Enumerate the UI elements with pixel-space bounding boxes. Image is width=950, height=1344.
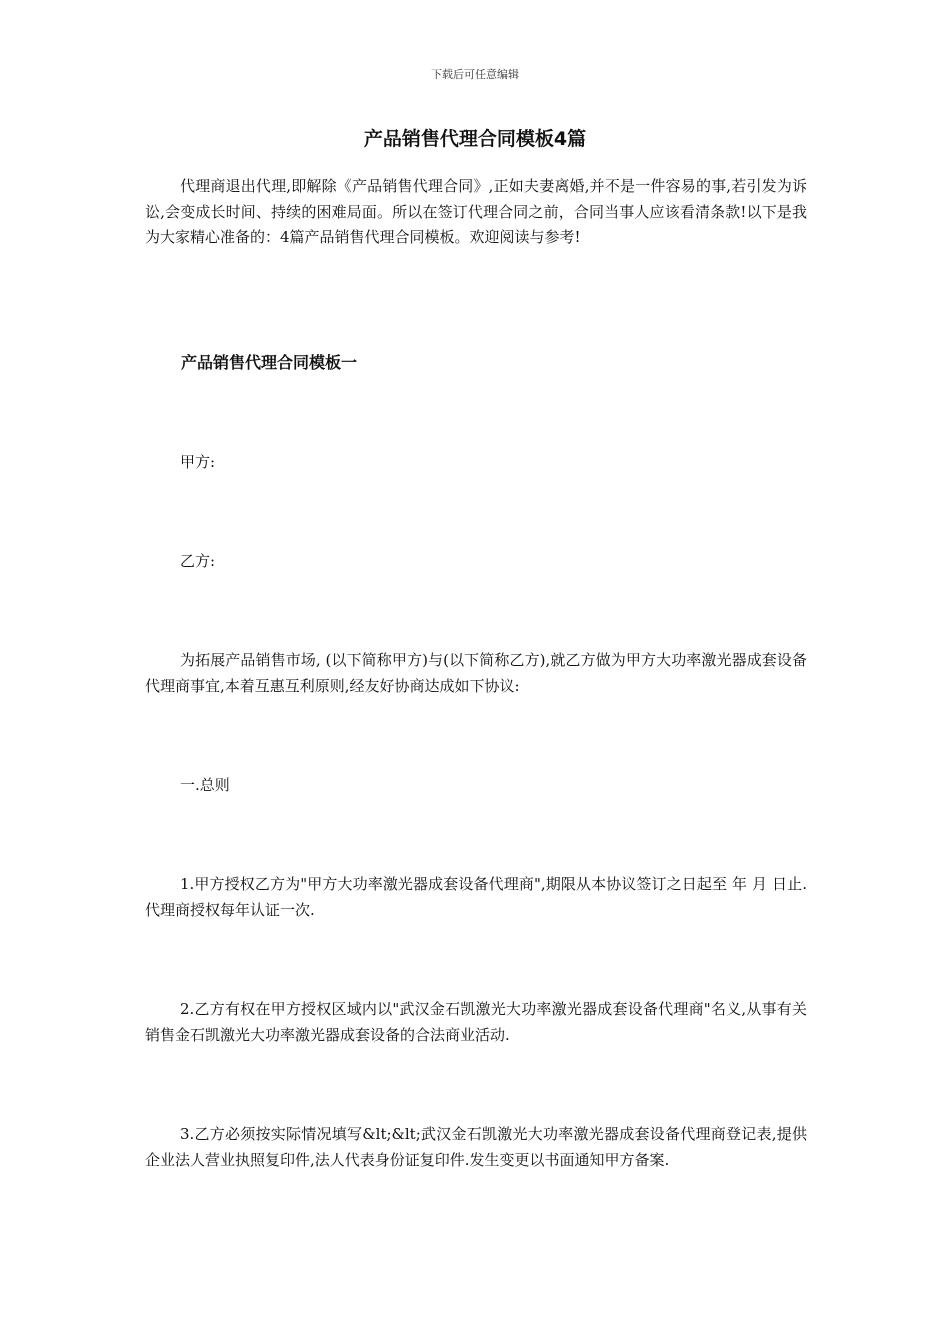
section-heading: 产品销售代理合同模板一 [181,353,358,372]
clause-3: 3.乙方必须按实际情况填写&lt;&lt;武汉金石凯激光大功率激光器成套设备代理商登记表,提供企业法人营业执照复印件,法人代表身份证复印件.发生变更以书面通知甲方备案. [145,1125,807,1169]
intro-paragraph: 代理商退出代理,即解除《产品销售代理合同》,正如夫妻离婚,并不是一件容易的事,若引发为诉讼,会变成长时间、持续的困难局面。所以在签订代理合同之前，合同当事人应该看清条款!以下是我为大家精心准备的：4篇产品销售代理合同模板。欢迎阅读与参考! [145,177,807,246]
party-b-label: 乙方: [180,552,216,570]
purpose-paragraph: 为拓展产品销售市场, (以下简称甲方)与(以下简称乙方),就乙方做为甲方大功率激光器成套设备代理商事宜,本着互惠互利原则,经友好协商达成如下协议: [145,651,807,695]
clause-2: 2.乙方有权在甲方授权区域内以"武汉金石凯激光大功率激光器成套设备代理商"名义,从事有关销售金石凯激光大功率激光器成套设备的合法商业活动. [145,1000,807,1044]
header-note: 下载后可任意编辑 [431,68,519,81]
party-a-label: 甲方: [180,453,216,471]
clause-1: 1.甲方授权乙方为"甲方大功率激光器成套设备代理商",期限从本协议签订之日起至 年 月 日止. 代理商授权每年认证一次. [145,875,807,919]
document-title: 产品销售代理合同模板4篇 [363,128,587,150]
general-heading: 一.总则 [180,776,230,794]
